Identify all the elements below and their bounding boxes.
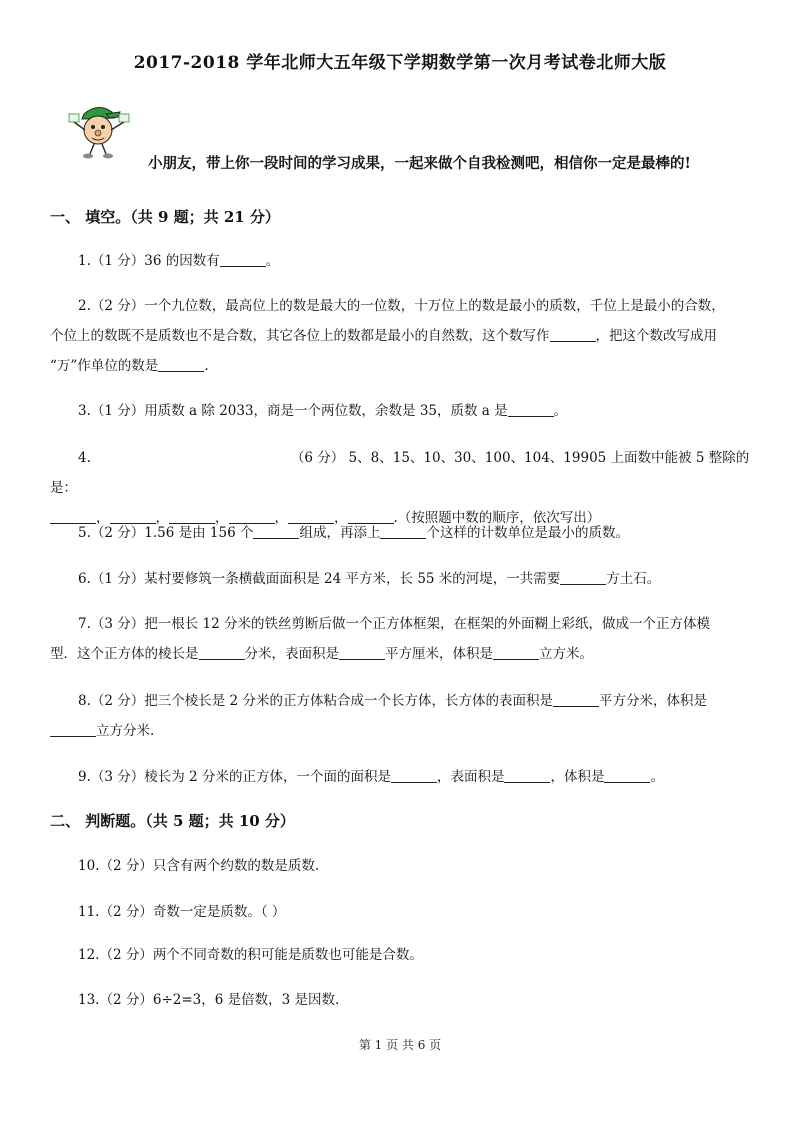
answer-blank[interactable] — [504, 768, 550, 783]
answer-blank[interactable] — [220, 252, 266, 267]
question-3: 3.（1 分）用质数 a 除 2033，商是一个两位数，余数是 35，质数 a 是 。 — [78, 403, 568, 419]
question-2: 2.（2 分）一个九位数，最高位上的数是最大的一位数，十万位上的数是最小的质数，千位上是最小的合数， 个位上的数既不是质数也不是合数，其它各位上的数都是最小的自然数，这个数写作 ，把这个数改写成用 “万”作单位的数是 . — [50, 298, 725, 374]
answer-blank[interactable] — [380, 524, 426, 539]
section-fill-blank: 一、 填空。（共 9 题；共 21 分） — [50, 208, 280, 226]
answer-blank[interactable] — [339, 645, 385, 660]
question-13: 13.（2 分）6÷2=3，6 是倍数，3 是因数. — [78, 992, 340, 1008]
answer-blank[interactable] — [508, 402, 554, 417]
answer-blank[interactable] — [560, 570, 606, 585]
intro-text: 小朋友，带上你一段时间的学习成果，一起来做个自我检测吧，相信你一定是最棒的! — [148, 155, 691, 172]
page-footer: 第 1 页 共 6 页 — [358, 1038, 442, 1052]
question-11: 11.（2 分）奇数一定是质数。（ ） — [78, 904, 286, 920]
answer-blank[interactable] — [493, 645, 539, 660]
answer-blank[interactable] — [50, 722, 96, 737]
question-4: 4. （6 分） 5、8、15、10、30、100、104、19905 上面数中能被 5 整除的是： ， ， ， ， ， .（按照题中数的顺序，依次写出） — [50, 450, 750, 526]
question-9: 9.（3 分）棱长为 2 分米的正方体，一个面的面积是 ，表面积是 ，体积是 。 — [78, 769, 664, 785]
question-10: 10.（2 分）只含有两个约数的数是质数. — [78, 858, 320, 874]
answer-blank[interactable] — [604, 768, 650, 783]
page-title: 2017-2018 学年北师大五年级下学期数学第一次月考试卷北师大版 — [133, 53, 667, 73]
question-12: 12.（2 分）两个不同奇数的积可能是质数也可能是合数。 — [78, 947, 423, 963]
answer-blank[interactable] — [550, 327, 596, 342]
question-1: 1.（1 分）36 的因数有 。 — [78, 253, 280, 269]
answer-blank[interactable] — [553, 692, 599, 707]
answer-blank[interactable] — [391, 768, 437, 783]
answer-blank[interactable] — [199, 645, 245, 660]
question-5: 5.（2 分）1.56 是由 156 个 组成，再添上 个这样的计数单位是最小的质数。 — [78, 525, 629, 541]
question-6: 6.（1 分）某村要修筑一条横截面面积是 24 平方米，长 55 米的河堤，一共需要 方土石。 — [78, 571, 661, 587]
question-7: 7.（3 分）把一根长 12 分米的铁丝剪断后做一个正方体框架，在框架的外面糊上彩纸，做成一个正方体模 型．这个正方体的棱长是 分米，表面积是 平方厘米，体积是 立方米。 — [50, 616, 711, 662]
answer-blank[interactable] — [158, 357, 204, 372]
question-8: 8.（2 分）把三个棱长是 2 分米的正方体粘合成一个长方体，长方体的表面积是 平方分米，体积是 立方分米. — [50, 686, 754, 746]
section-true-false: 二、 判断题。（共 5 题；共 10 分） — [50, 812, 295, 830]
cartoon-boy-icon — [68, 100, 130, 162]
answer-blank[interactable] — [253, 524, 299, 539]
